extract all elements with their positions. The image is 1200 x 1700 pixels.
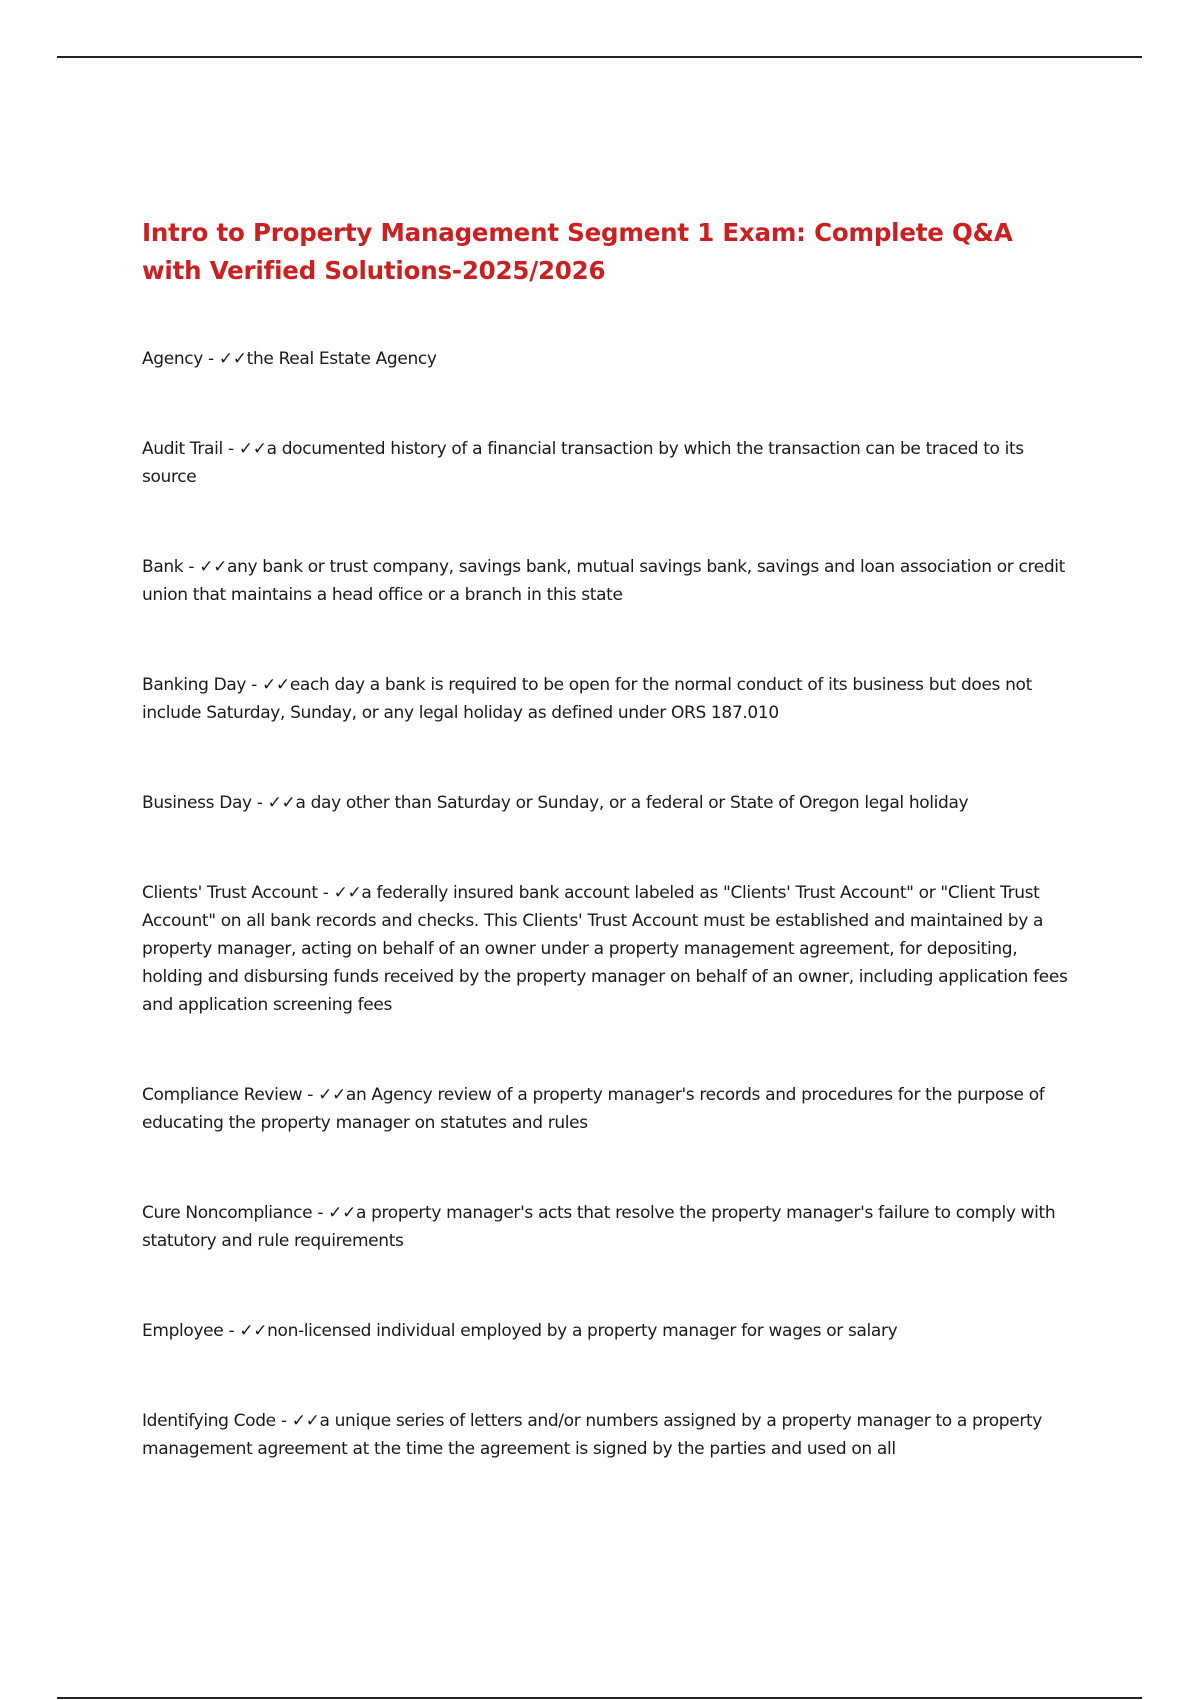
entry-separator: -	[246, 675, 263, 695]
entry-term: Compliance Review	[142, 1085, 303, 1105]
bottom-rule	[57, 1697, 1142, 1699]
entry-separator: -	[302, 1085, 319, 1105]
entry-definition: the Real Estate Agency	[246, 349, 437, 369]
entry-definition: non-licensed individual employed by a property manager for wages or salary	[267, 1321, 898, 1341]
entry-definition: any bank or trust company, savings bank, mutual savings bank, savings and loan association or credit union that maintains a head office or a branch in this state	[142, 557, 1065, 605]
qa-entry	[142, 1081, 1072, 1137]
entry-definition: a unique series of letters and/or numbers assigned by a property manager to a property management agreement at the time the agreement is signed by the parties and used on all	[142, 1411, 1042, 1459]
entry-definition: a property manager's acts that resolve the property manager's failure to comply with statutory and rule requirements	[142, 1203, 1056, 1251]
entry-definition: a documented history of a financial transaction by which the transaction can be traced to its source	[142, 439, 1024, 487]
entry-separator: -	[312, 1203, 329, 1223]
entry-definition: each day a bank is required to be open for the normal conduct of its business but does not include Saturday, Sunday, or any legal holiday as defined under ORS 187.010	[142, 675, 1032, 723]
double-check-icon: ✓✓	[328, 1203, 356, 1223]
entry-separator: -	[202, 349, 219, 369]
double-check-icon: ✓✓	[199, 557, 228, 577]
entry-term: Banking Day	[142, 675, 247, 695]
double-check-icon: ✓✓	[238, 439, 267, 459]
entry-definition: a day other than Saturday or Sunday, or a federal or State of Oregon legal holiday	[295, 793, 969, 813]
entry-term: Clients' Trust Account	[142, 883, 318, 903]
entry-term: Bank	[142, 557, 184, 577]
qa-entry	[142, 345, 1072, 373]
qa-entry	[142, 1199, 1072, 1255]
double-check-icon: ✓✓	[262, 675, 290, 695]
qa-entry	[142, 1317, 1072, 1345]
qa-entry	[142, 553, 1072, 609]
document-page	[142, 214, 1072, 1463]
entry-term: Identifying Code	[142, 1411, 276, 1431]
qa-entry	[142, 435, 1072, 491]
double-check-icon: ✓✓	[318, 1085, 346, 1105]
double-check-icon: ✓✓	[333, 883, 362, 903]
qa-entry	[142, 1407, 1072, 1463]
double-check-icon: ✓✓	[218, 349, 247, 369]
document-title: Intro to Property Management Segment 1 Exam: Complete Q&A with Verified Solutions-2025/2026	[142, 218, 1013, 285]
entry-separator: -	[317, 883, 334, 903]
entry-separator: -	[275, 1411, 292, 1431]
entry-term: Audit Trail	[142, 439, 223, 459]
double-check-icon: ✓✓	[239, 1321, 268, 1341]
entry-definition: an Agency review of a property manager's records and procedures for the purpose of educating the property manager on statutes and rules	[142, 1085, 1045, 1133]
qa-entry	[142, 879, 1072, 1019]
entry-term: Agency	[142, 349, 203, 369]
entry-term: Cure Noncompliance	[142, 1203, 313, 1223]
qa-list	[142, 345, 1072, 1463]
double-check-icon: ✓✓	[291, 1411, 320, 1431]
entry-separator: -	[251, 793, 268, 813]
top-rule	[57, 56, 1142, 58]
entry-definition: a federally insured bank account labeled as "Clients' Trust Account" or "Client Trust Account" on all bank records and checks. This Clients' Trust Account must be established and maintained by a property manager, acting on behalf of an owner under a property management agreement, for depositing, holding and disbursing funds received by the property manager on behalf of an owner, including application fees and application screening fees	[142, 883, 1068, 1015]
qa-entry	[142, 789, 1072, 817]
entry-separator: -	[222, 439, 239, 459]
double-check-icon: ✓✓	[267, 793, 296, 813]
entry-term: Employee	[142, 1321, 224, 1341]
entry-separator: -	[223, 1321, 240, 1341]
qa-entry	[142, 671, 1072, 727]
entry-separator: -	[183, 557, 200, 577]
entry-term: Business Day	[142, 793, 252, 813]
